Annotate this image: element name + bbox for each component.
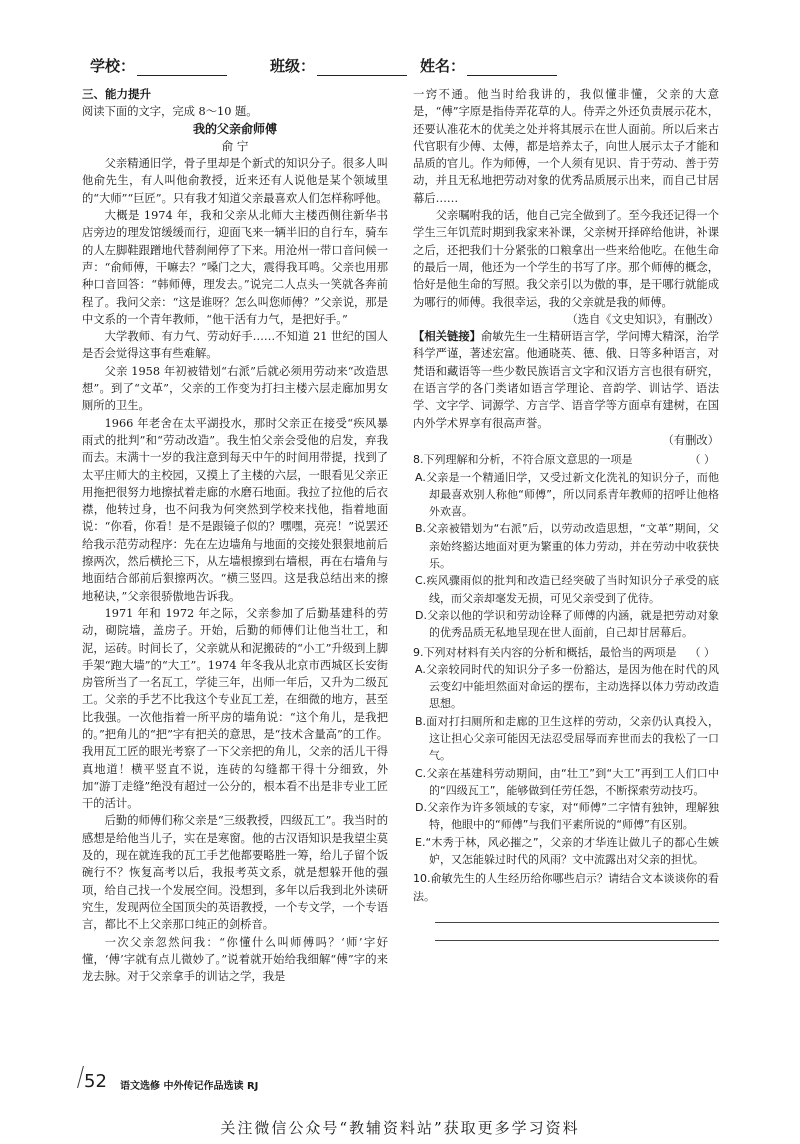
question-8 xyxy=(413,451,719,641)
option-a: A.父亲是一个精通旧学，又受过新文化洗礼的知识分子，而他却最喜欢别人称他“师傅”，所以同系青年教师的招呼让他格外欢喜。 xyxy=(415,470,719,519)
paragraph: 后勤的师傅们称父亲是“三级教授，四级瓦工”。我当时的感想是给他当儿子，实在是寒窗。他的古汉语知识是我望尘莫及的，现在就连我的瓦工手艺他都要略胜一筹，给儿子留个饭碗行不？恢复高考以后，我报考英文系，就是想躲开他的强项，给自己找一个发展空间。没想到，多年以后我到北外读研究生，发现两位全国顶尖的英语教授，一个专文学，一个专语言，都比不上父亲那口纯正的剑桥音。 xyxy=(82,814,388,932)
source-citation: （选自《文史知识》，有删改） xyxy=(566,312,719,326)
option-d: D.父亲以他的学识和劳动诠释了师傅的内涵，就是把劳动对象的优秀品质无私地呈现在世人面前，自己却甘居幕后。 xyxy=(415,608,719,640)
book-title: 语文选修 中外传记作品选读 RJ xyxy=(120,1081,259,1092)
paragraph: 父亲 1958 年初被错划“右派”后就必须用劳动来“改造思想”。到了“文革”，父亲的工作变为打扫主楼六层走廊加男女厕所的卫生。 xyxy=(82,364,388,413)
related-link xyxy=(413,328,719,432)
section-heading: 三、能力提升 xyxy=(82,87,151,101)
article-title: 我的父亲俞师傅 xyxy=(192,121,277,136)
related-link-note: （有删改） xyxy=(662,433,719,447)
left-column xyxy=(82,86,388,985)
answer-line[interactable] xyxy=(435,905,719,923)
school-blank[interactable] xyxy=(137,59,227,76)
school-field[interactable] xyxy=(90,55,227,76)
answer-line[interactable] xyxy=(435,923,719,941)
option-a: A.父亲较同时代的知识分子多一份豁达，是因为他在时代的风云变幻中能坦然面对命运的摆布，主动选择以体力劳动改造思想。 xyxy=(415,662,719,711)
answer-blank[interactable]: （ ） xyxy=(689,645,715,659)
class-field[interactable] xyxy=(270,55,407,76)
class-label: 班级： xyxy=(270,57,316,75)
paragraph: 一窍不通。他当时给我讲的，我似懂非懂，父亲的大意是，“傅”字原是指侍弄花草的人。侍弄之外还负责展示花木，还要认准花木的优美之处并将其展示在世人面前。所以后来古代官职有少傅、太傅，都是培养太子，向世人展示太子才能和品质的官儿。作为师傅，一个人须有见识、肯于劳动、善于劳动，并且无私地把劳动对象的优秀品质展示出来，而自己甘居幕后…… xyxy=(413,88,719,205)
question-9 xyxy=(413,644,719,869)
answer-blank[interactable]: （ ） xyxy=(689,453,715,467)
related-link-tag: 【相关链接】 xyxy=(413,330,482,344)
name-blank[interactable] xyxy=(467,59,557,76)
paragraph: 大概是 1974 年，我和父亲从北师大主楼西侧往新华书店旁边的理发馆缓缓而行，迎面飞来一辆半旧的自行车，骑车的人左脚鞋跟蹭地代替刹闸停了下来。用沧州一带口音问候一声：“俞师傅，干嘛去？”嗓门之大，震得我耳鸣。父亲也用那种口音回答：“韩师傅，理发去。”说完二人点头一笑就各奔前程了。我问父亲：“这是谁呀？怎么叫您师傅？”父亲说，那是中文系的一个青年教师，“他干活有力气，是把好手。” xyxy=(82,209,388,326)
option-b: B.面对打扫厕所和走廊的卫生这样的劳动，父亲仍认真投入，这让担心父亲可能因无法忍受屈辱而弃世而去的我松了一口气。 xyxy=(415,714,719,763)
page-header xyxy=(90,55,730,81)
paragraph: 1966 年老舍在太平湖投水，那时父亲正在接受“疾风暴雨式的批判”和“劳动改造”。我生怕父亲会受他的启发，弃我而去。末满十一岁的我注意到每天中午的时间用带提，找到了太平庄师大的主校园，又摸上了主楼的六层，一眼看见父亲正用拖把很努力地擦拭着走廊的水磨石地面。我拉了拉他的后衣襟，他转过身，也不问我为何突然到学校来找他，指着地面说：“你看，你看！是不是跟镜子似的？嘿嘿，亮亮！”说罢还给我示范劳动程序：先在左边墙角与地面的交接处狠狠地前后擦两次，然后横抡三下，从左墙根擦到右墙根，再在右墙角与地面结合部前后狠擦两次。“横三竖四。这是我总结出来的擦地秘诀，”父亲很骄傲地告诉我。 xyxy=(82,416,388,603)
paragraph: 父亲嘱咐我的话，他自己完全做到了。至今我还记得一个学生三年饥荒时期到我家来补课，父亲树开择碎给他讲，补课之后，还把我们十分紧张的口粮拿出一些来给他吃。在他生命的最后一周，他还为一个学生的书写了序。那个师傅的概念，恰好是他生命的写照。我父亲引以为傲的事，是干哪行就能成为哪行的师傅。我很幸运，我的父亲就是我的师傅。 xyxy=(413,209,719,309)
footer-note: 关注微信公众号“教辅资料站”获取更多学习资料 xyxy=(220,1119,580,1137)
name-field[interactable] xyxy=(420,55,557,76)
school-label: 学校： xyxy=(90,57,136,75)
name-label: 姓名： xyxy=(420,57,466,75)
option-e: E.“木秀于林，风必摧之”，父亲的才华连让做儿子的都心生嫉妒，又怎能躲过时代的风雨？文中流露出对父亲的担忧。 xyxy=(415,835,719,867)
instruction: 阅读下面的文字，完成 8～10 题。 xyxy=(82,105,258,119)
paragraph: 父亲精通旧学，骨子里却是个新式的知识分子。很多人叫他俞先生，有人叫他俞教授，近来还有人说他是某个领域里的“大师”“巨匠”。只有我才知道父亲最喜欢人们怎样称呼他。 xyxy=(82,157,388,205)
question-10 xyxy=(413,870,719,941)
paragraph: 一次父亲忽然问我：“你懂什么叫师傅吗？‘师’字好懂，‘傅’字就有点儿微妙了。”说着就开始给我细解“傅”字的来龙去脉。对于父亲拿手的训诂之学，我是 xyxy=(82,935,388,984)
option-c: C.父亲在基建科劳动期间，由“壮工”到“大工”再到工人们口中的“四级瓦工”，能够做到任劳任怨，不断探索劳动技巧。 xyxy=(415,766,719,797)
option-b: B.父亲被错划为“右派”后，以劳动改造思想，“文革”期间，父亲始终豁达地面对更为繁重的体力劳动，并在劳动中收获快乐。 xyxy=(415,522,719,571)
option-c: C.疾风骤雨似的批判和改造已经突破了当时知识分子承受的底线，而父亲却毫发无损，可见父亲受到了优待。 xyxy=(415,574,719,605)
paragraph: 1971 年和 1972 年之际，父亲参加了后勤基建科的劳动，砌院墙，盖房子。开始，后勤的师傅们让他当壮工，和泥，运砖。时间长了，父亲就从和泥搬砖的“小工”升级到上脚手架“跑大墙”的“大工”。1974 年冬我从北京市西城区长安街房管所当了一名瓦工，学徒三年，出师一年后，又升为二级瓦工。父亲的手艺不比我这个专业瓦工差，在细微的地方，甚至比我强。一次他指着一所平房的墙角说：“这个角儿，是我把的。”把角儿的“把”字有把关的意思，是“技术含量高”的工作。我用瓦工匠的眼光考察了一下父亲把的角儿，父亲的活儿干得真地道！横平竖直不说，连砖的勾缝都干得十分细致，外加“游丁走缝”绝没有超过一公分的，根本看不出是非专业工匠干的活计。 xyxy=(82,606,388,811)
page-number: 52 xyxy=(84,1071,107,1092)
class-blank[interactable] xyxy=(317,59,407,76)
question-stem: 9.下列对材料有关内容的分析和概括，最恰当的两项是 （ ） xyxy=(413,644,719,661)
option-d: D.父亲作为许多领域的专家，对“师傅”二字情有独钟，理解独特，他眼中的“师傅”与我们平素所说的“师傅”有区别。 xyxy=(415,801,719,832)
related-link-text: 俞敏先生一生精研语言学，学问博大精深，治学科学严谨，著述宏富。他通晓英、德、俄、日等多种语言，对梵语和藏语等一些少数民族语言文字和汉语方言也很有研究，在语言学的各门类诸如语言学理论、音韵学、训诂学、语法学、文字学、词源学、方言学、语音学等方面卓有建树，在国内外学术界享有很高声誉。 xyxy=(413,330,719,430)
paragraph: 大学教师、有力气、劳动好手……不知道 21 世纪的国人是否会觉得这事有些难解。 xyxy=(82,330,388,361)
question-stem: 8.下列理解和分析，不符合原文意思的一项是 （ ） xyxy=(413,451,719,468)
question-stem: 10.俞敏先生的人生经历给你哪些启示？请结合文本谈谈你的看法。 xyxy=(413,872,719,903)
article-author: 俞 宁 xyxy=(221,138,249,153)
right-column xyxy=(413,86,719,941)
